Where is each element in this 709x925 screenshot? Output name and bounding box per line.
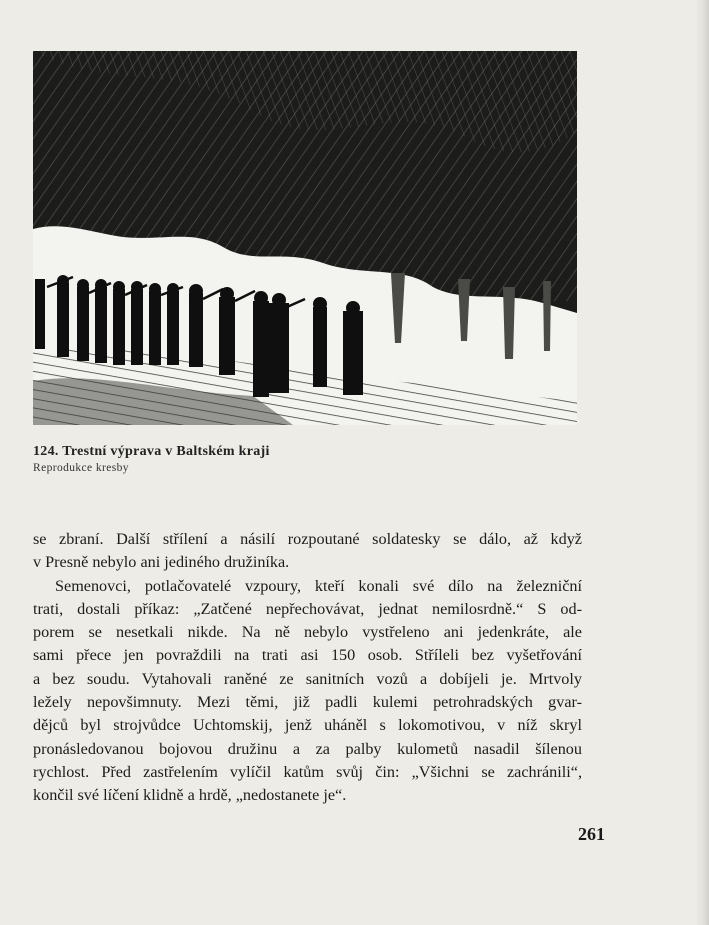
firing-squad-illustration: [33, 51, 577, 425]
figure-caption-title: 124. Trestní výprava v Baltském kraji: [33, 444, 270, 459]
page-edge-shadow: [695, 0, 709, 925]
illustration-drawing: [33, 51, 577, 425]
page-number: 261: [578, 824, 605, 844]
body-paragraphs: [33, 528, 582, 808]
body-line: Semenovci, potlačovatelé vzpoury, kteří konali své dílo na železniční: [55, 576, 582, 595]
body-line: sami přece jen povraždili na trati asi 150 osob. Stříleli bez vyšetřování: [33, 646, 582, 665]
body-line: rychlost. Před zastřelením vylíčil katům svůj čin: „Všichni se zachránili“,: [33, 762, 582, 781]
body-line: se zbraní. Další střílení a násilí rozpoutané soldatesky se dálo, až když: [33, 530, 582, 548]
body-line: dějců byl strojvůdce Uchtomskij, jenž uháněl s lokomotivou, v níž skryl: [33, 716, 582, 735]
body-line: pronásledovanou bojovou družinu a za palby kulometů nasadil šílenou: [33, 739, 582, 758]
body-line: končil své líčení klidně a hrdě, „nedostanete je“.: [33, 786, 347, 805]
body-line: trati, dostali příkaz: „Zatčené nepřechovávat, jednat nemilosrdně.“ S od-: [33, 599, 582, 618]
body-line: v Presně nebylo ani jediného družiníka.: [33, 553, 290, 572]
body-line: ležely nepovšimnuty. Mezi těmi, již padli kulemi petrohradských gvar-: [33, 693, 582, 712]
body-line: porem se nesetkali nikde. Na ně nebylo vystřeleno ani jedenkráte, ale: [33, 623, 582, 642]
body-line: a bez soudu. Vytahovali raněné ze sanitních vozů a dobíjeli je. Mrtvoly: [33, 669, 582, 688]
figure-caption-subtitle: Reprodukce kresby: [33, 462, 129, 474]
